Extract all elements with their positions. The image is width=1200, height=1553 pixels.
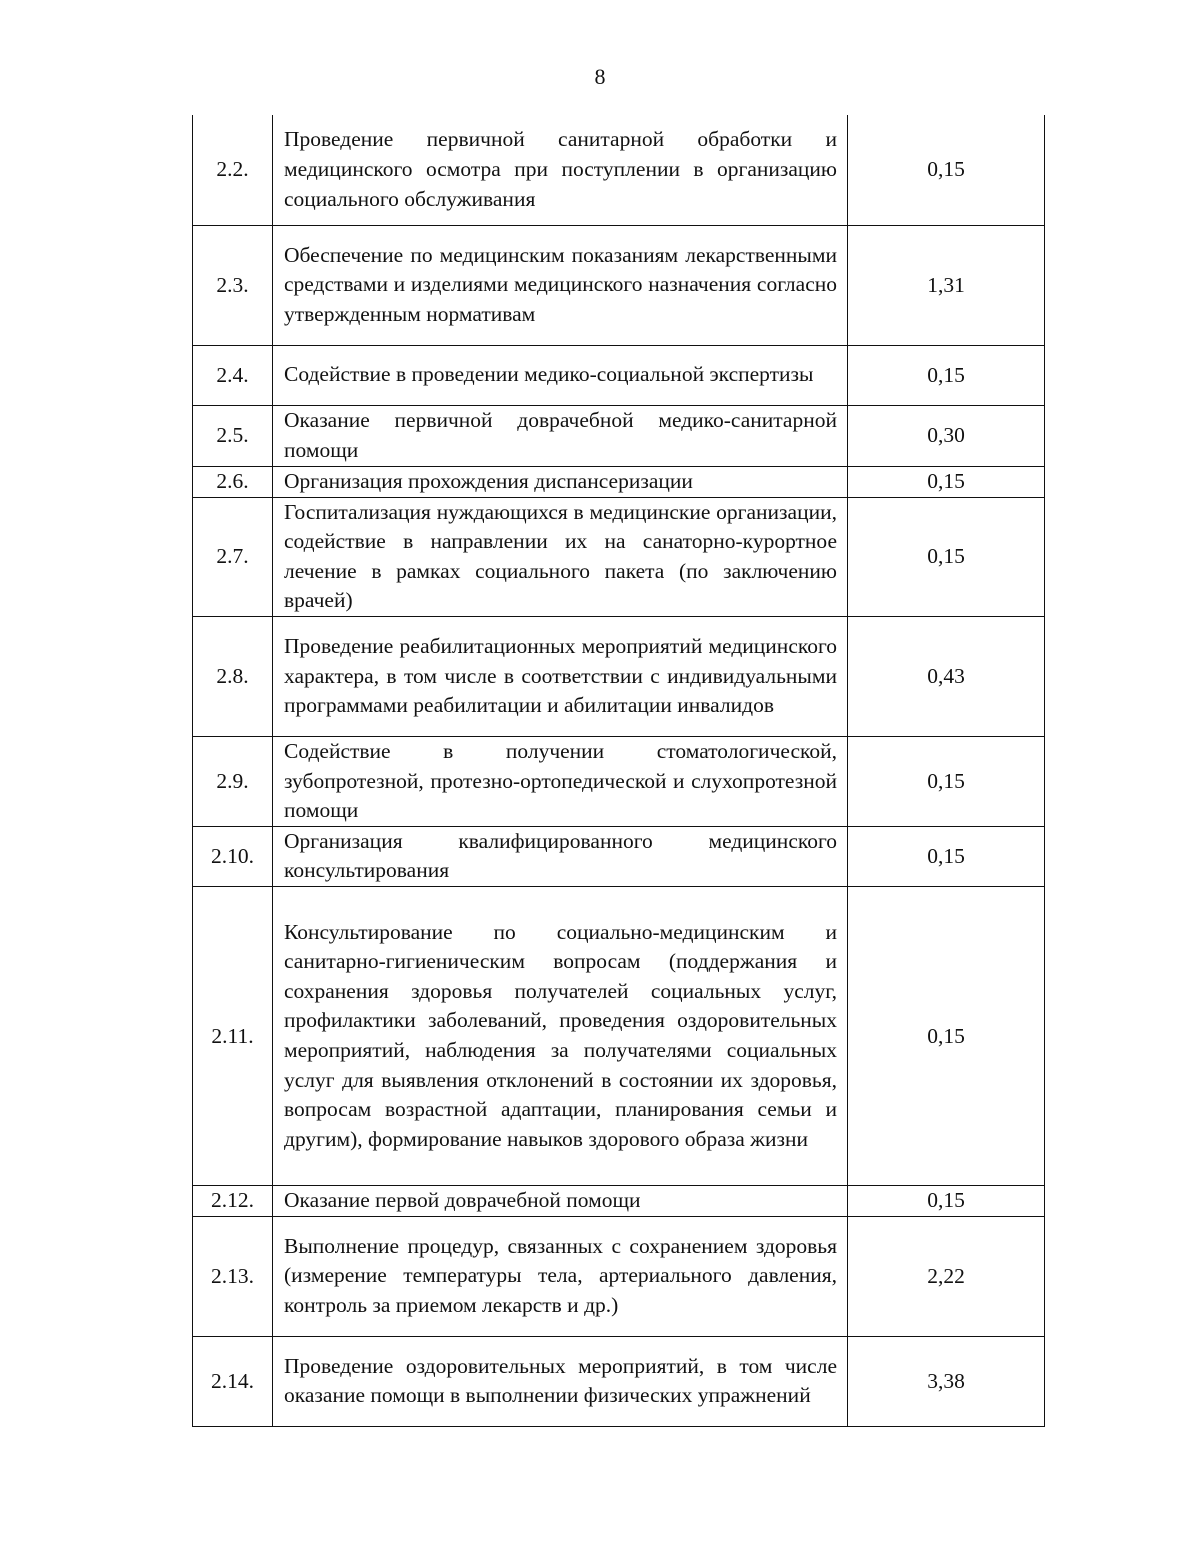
table-row <box>193 225 1045 345</box>
table-row <box>193 887 1045 1186</box>
row-number: 2.14. <box>193 1336 273 1426</box>
row-number: 2.12. <box>193 1186 273 1217</box>
table-row <box>193 405 1045 466</box>
row-number: 2.10. <box>193 826 273 886</box>
service-description: Проведение реабилитационных мероприятий медицинского характера, в том числе в соответствии с индивидуальными программами реабилитации и абилитации инвалидов <box>273 616 848 736</box>
service-description: Госпитализация нуждающихся в медицинские организации, содействие в направлении их на санаторно-курортное лечение в рамках социального пакета (по заключению врачей) <box>273 497 848 616</box>
service-description: Оказание первой доврачебной помощи <box>273 1186 848 1217</box>
service-description: Содействие в проведении медико-социальной экспертизы <box>273 345 848 405</box>
service-value: 0,15 <box>848 736 1045 826</box>
row-number: 2.6. <box>193 466 273 497</box>
service-description: Проведение оздоровительных мероприятий, в том числе оказание помощи в выполнении физических упражнений <box>273 1336 848 1426</box>
row-number: 2.3. <box>193 225 273 345</box>
service-description: Проведение первичной санитарной обработки и медицинского осмотра при поступлении в организацию социального обслуживания <box>273 115 848 225</box>
table-row <box>193 1186 1045 1217</box>
table-row <box>193 115 1045 225</box>
service-description: Содействие в получении стоматологической, зубопротезной, протезно-ортопедической и слухопротезной помощи <box>273 736 848 826</box>
row-number: 2.2. <box>193 115 273 225</box>
row-number: 2.7. <box>193 497 273 616</box>
table-row <box>193 826 1045 886</box>
service-value: 0,43 <box>848 616 1045 736</box>
service-value: 0,30 <box>848 405 1045 466</box>
table-row <box>193 1336 1045 1426</box>
table-row <box>193 616 1045 736</box>
service-description: Организация прохождения диспансеризации <box>273 466 848 497</box>
service-value: 0,15 <box>848 115 1045 225</box>
row-number: 2.9. <box>193 736 273 826</box>
service-value: 0,15 <box>848 497 1045 616</box>
service-value: 2,22 <box>848 1216 1045 1336</box>
service-value: 3,38 <box>848 1336 1045 1426</box>
row-number: 2.11. <box>193 887 273 1186</box>
service-description: Консультирование по социально-медицинским и санитарно-гигиеническим вопросам (поддержания и сохранения здоровья получателей социальных услуг, профилактики заболеваний, проведения оздоровительных мероприятий, наблюдения за получателями социальных услуг для выявления отклонений в состоянии их здоровья, вопросам возрастной адаптации, планирования семьи и другим), формирование навыков здорового образа жизни <box>273 887 848 1186</box>
service-description: Оказание первичной доврачебной медико-санитарной помощи <box>273 405 848 466</box>
table-row <box>193 497 1045 616</box>
services-table <box>192 115 1045 1427</box>
table-row <box>193 736 1045 826</box>
table-row <box>193 1216 1045 1336</box>
service-value: 0,15 <box>848 887 1045 1186</box>
service-value: 0,15 <box>848 345 1045 405</box>
page-number: 8 <box>594 64 606 89</box>
row-number: 2.4. <box>193 345 273 405</box>
row-number: 2.5. <box>193 405 273 466</box>
service-description: Организация квалифицированного медицинского консультирования <box>273 826 848 886</box>
service-value: 1,31 <box>848 225 1045 345</box>
service-description: Обеспечение по медицинским показаниям лекарственными средствами и изделиями медицинского назначения согласно утвержденным нормативам <box>273 225 848 345</box>
service-value: 0,15 <box>848 826 1045 886</box>
service-description: Выполнение процедур, связанных с сохранением здоровья (измерение температуры тела, артериального давления, контроль за приемом лекарств и др.) <box>273 1216 848 1336</box>
table-row <box>193 345 1045 405</box>
service-value: 0,15 <box>848 1186 1045 1217</box>
row-number: 2.8. <box>193 616 273 736</box>
row-number: 2.13. <box>193 1216 273 1336</box>
service-value: 0,15 <box>848 466 1045 497</box>
table-row <box>193 466 1045 497</box>
